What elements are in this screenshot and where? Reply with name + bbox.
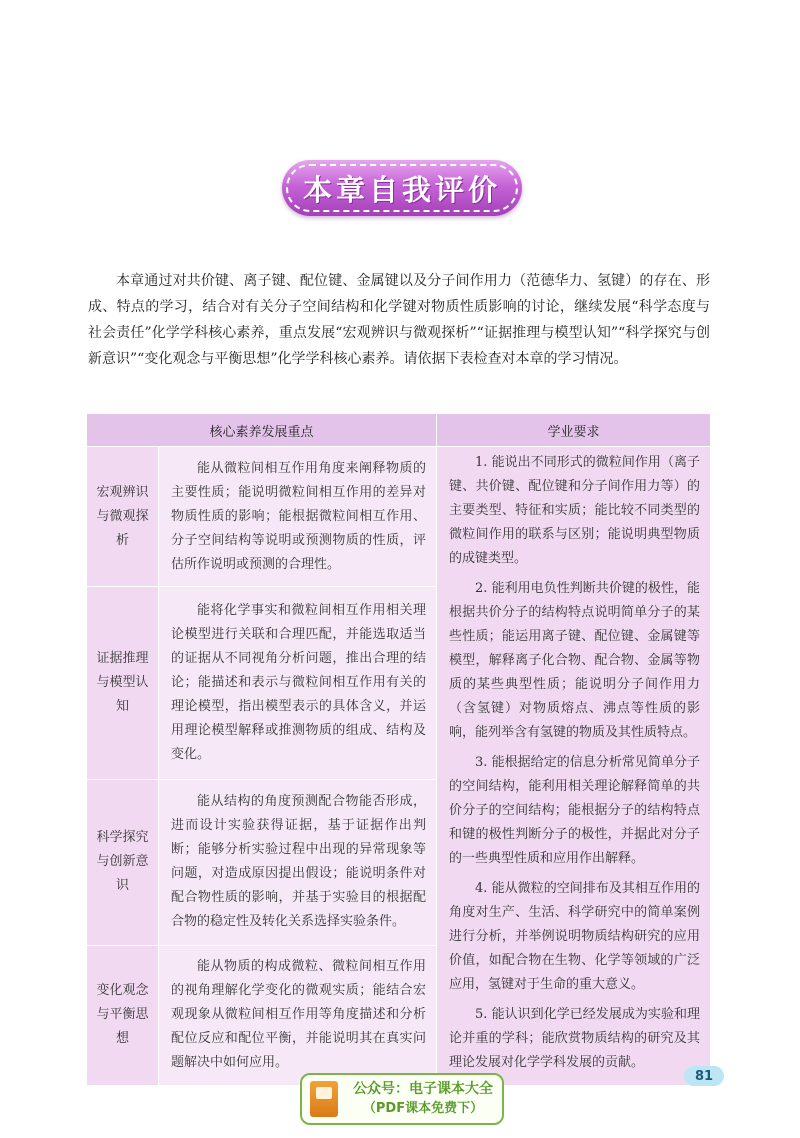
literacy-name: 科学探究与创新意识 — [87, 779, 159, 945]
page-number: 81 — [684, 1066, 724, 1086]
watermark-text — [344, 1080, 502, 1118]
watermark-line2: （PDF课本免费下） — [362, 1101, 484, 1116]
requirement-item: 5. 能认识到化学已经发展成为实验和理论并重的学科；能欣赏物质结构的研究及其理论发展对化学学科发展的贡献。 — [449, 1007, 701, 1070]
literacy-description-text: 能从物质的构成微粒、微粒间相互作用的视角理解化学变化的微观实质；能结合宏观现象从微粒间相互作用等角度描述和分析配位反应和配位平衡，并能说明其在真实问题解决中如何应用。 — [171, 959, 427, 1071]
intro-paragraph — [88, 268, 710, 372]
watermark-line1: 公众号：电子课本大全 — [353, 1081, 493, 1097]
book-icon — [310, 1081, 338, 1117]
literacy-description-text: 能将化学事实和微粒间相互作用相关理论模型进行关联和合理匹配，并能选取适当的证据从不同视角分析问题，推出合理的结论；能描述和表示与微粒间相互作用有关的理论模型，指出模型表示的具体含义，并运用理论模型解释或推测物质的组成、结构及变化。 — [171, 602, 427, 762]
requirement-item: 4. 能从微粒的空间排布及其相互作用的角度对生产、生活、科学研究中的简单案例进行分析，并举例说明物质结构研究的应用价值，如配合物在生物、化学等领域的广泛应用，氢键对于生命的重大意义。 — [449, 881, 701, 992]
table-row — [87, 447, 711, 587]
self-evaluation-table — [86, 413, 711, 1086]
header-core-literacy: 核心素养发展重点 — [87, 414, 437, 447]
requirement-item: 2. 能利用电负性判断共价键的极性，能根据共价分子的结构特点说明简单分子的某些性质；能运用离子键、配位键、金属键等模型，解释离子化合物、配合物、金属等物质的某些典型性质；能说明分子间作用力（含氢键）对物质熔点、沸点等性质的影响，能列举含有氢键的物质及其性质特点。 — [449, 581, 701, 740]
literacy-name: 证据推理与模型认知 — [87, 587, 159, 779]
chapter-title-banner — [282, 160, 522, 216]
watermark-badge — [300, 1073, 504, 1125]
literacy-description — [159, 779, 437, 945]
literacy-description — [159, 587, 437, 779]
intro-text: 本章通过对共价键、离子键、配位键、金属键以及分子间作用力（范德华力、氢键）的存在、形成、特点的学习，结合对有关分子空间结构和化学键对物质性质影响的讨论，继续发展“科学态度与社会责任”化学学科核心素养，重点发展“宏观辨识与微观探析”“证据推理与模型认知”“科学探究与创新意识”“变化观念与平衡思想”化学学科核心素养。请依据下表检查对本章的学习情况。 — [88, 273, 710, 367]
header-academic-requirements: 学业要求 — [437, 414, 711, 447]
title-banner-border — [286, 164, 518, 212]
chapter-title: 本章自我评价 — [302, 172, 501, 207]
literacy-description — [159, 945, 437, 1085]
requirement-item: 3. 能根据给定的信息分析常见简单分子的空间结构，能利用相关理论解释简单的共价分子的空间结构；能根据分子的结构特点和键的极性判断分子的极性，并据此对分子的一些典型性质和应用作出解释。 — [449, 755, 701, 866]
literacy-description — [159, 447, 437, 587]
requirements-cell — [437, 447, 711, 1086]
table-header-row — [87, 414, 711, 447]
literacy-name: 变化观念与平衡思想 — [87, 945, 159, 1085]
requirement-item: 1. 能说出不同形式的微粒间作用（离子键、共价键、配位键和分子间作用力等）的主要类型、特征和实质；能比较不同类型的微粒间作用的联系与区别；能说明典型物质的成键类型。 — [449, 455, 701, 566]
literacy-description-text: 能从结构的角度预测配合物能否形成，进而设计实验获得证据，基于证据作出判断；能够分析实验过程中出现的异常现象等问题，对造成原因提出假设；能说明条件对配合物性质的影响，并基于实验目的根据配合物的稳定性及转化关系选择实验条件。 — [171, 794, 427, 930]
literacy-name: 宏观辨识与微观探析 — [87, 447, 159, 587]
literacy-description-text: 能从微粒间相互作用角度来阐释物质的主要性质；能说明微粒间相互作用的差异对物质性质的影响；能根据微粒间相互作用、分子空间结构等说明或预测物质的性质，评估所作说明或预测的合理性。 — [171, 460, 427, 572]
